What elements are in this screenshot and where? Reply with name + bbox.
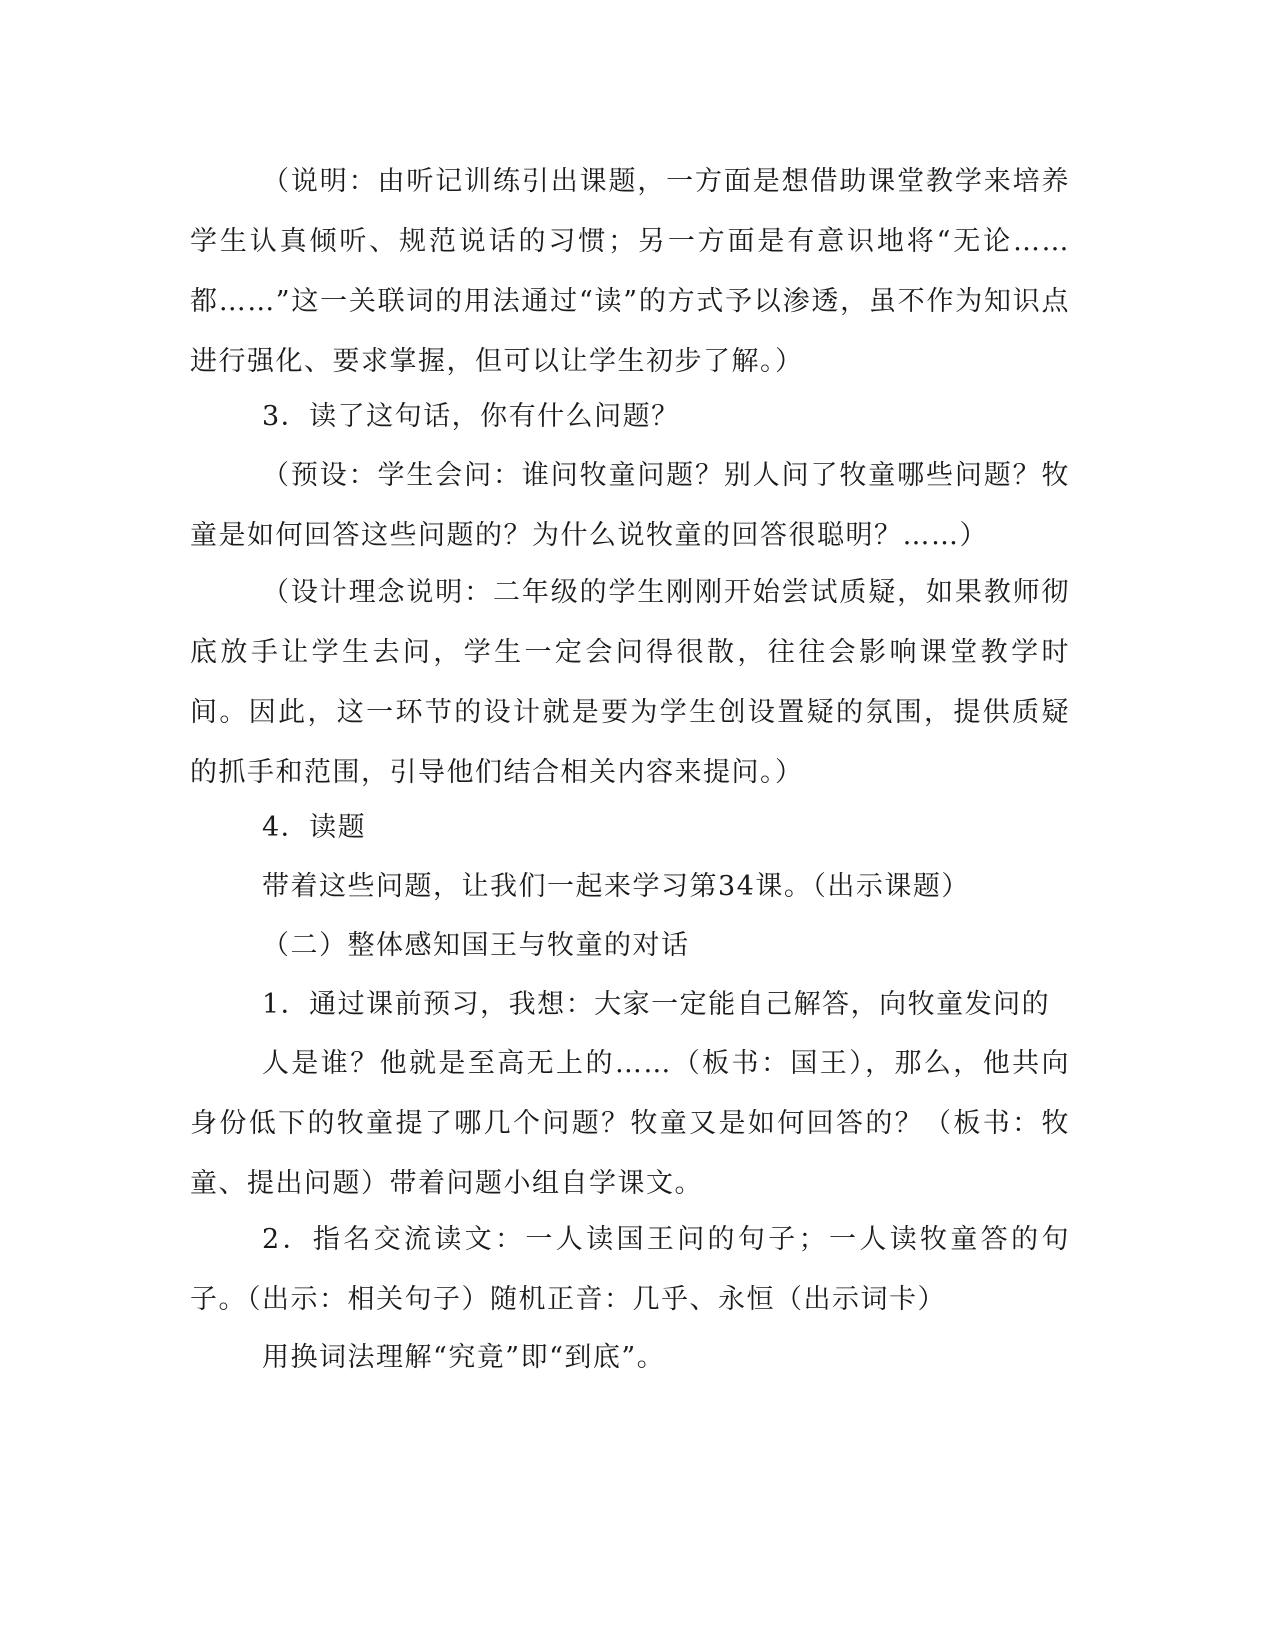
section-heading-overall-perception: （二）整体感知国王与牧童的对话 xyxy=(262,930,690,961)
paragraph-question-3: 3．读了这句话，你有什么问题？ xyxy=(262,401,680,432)
paragraph-step-1: 1．通过课前预习，我想：大家一定能自己解答，向牧童发问的 xyxy=(262,989,1051,1020)
paragraph-lesson-intro: 带着这些问题，让我们一起来学习第34课。（出示课题） xyxy=(262,871,970,902)
paragraph-design-concept: （设计理念说明：二年级的学生刚刚开始尝试质疑，如果教师彻底放手让学生去问，学生一定会问得很散，往往会影响课堂教学时间。因此，这一环节的设计就是要为学生创设置疑的氛围，提供质疑的抓手和范围，引导他们结合相关内容来提问。） xyxy=(190,577,1070,788)
paragraph-word-substitution: 用换词法理解“究竟”即“到底”。 xyxy=(262,1342,666,1373)
paragraph-read-title: 4．读题 xyxy=(262,812,367,843)
paragraph-step-2: 2．指名交流读文：一人读国王问的句子；一人读牧童答的句子。（出示：相关句子）随机正音：几乎、永恒（出示词卡） xyxy=(190,1224,1070,1315)
paragraph-step-1-continued: 人是谁？他就是至高无上的……（板书：国王），那么，他共向身份低下的牧童提了哪几个问题？牧童又是如何回答的？（板书：牧童、提出问题）带着问题小组自学课文。 xyxy=(190,1048,1070,1199)
paragraph-preset: （预设：学生会问：谁问牧童问题？别人问了牧童哪些问题？牧童是如何回答这些问题的？为什么说牧童的回答很聪明？……） xyxy=(190,460,1070,551)
paragraph-explanation: （说明：由听记训练引出课题，一方面是想借助课堂教学来培养学生认真倾听、规范说话的习惯；另一方面是有意识地将“无论……都……”这一关联词的用法通过“读”的方式予以渗透，虽不作为知识点进行强化、要求掌握，但可以让学生初步了解。） xyxy=(190,166,1070,377)
